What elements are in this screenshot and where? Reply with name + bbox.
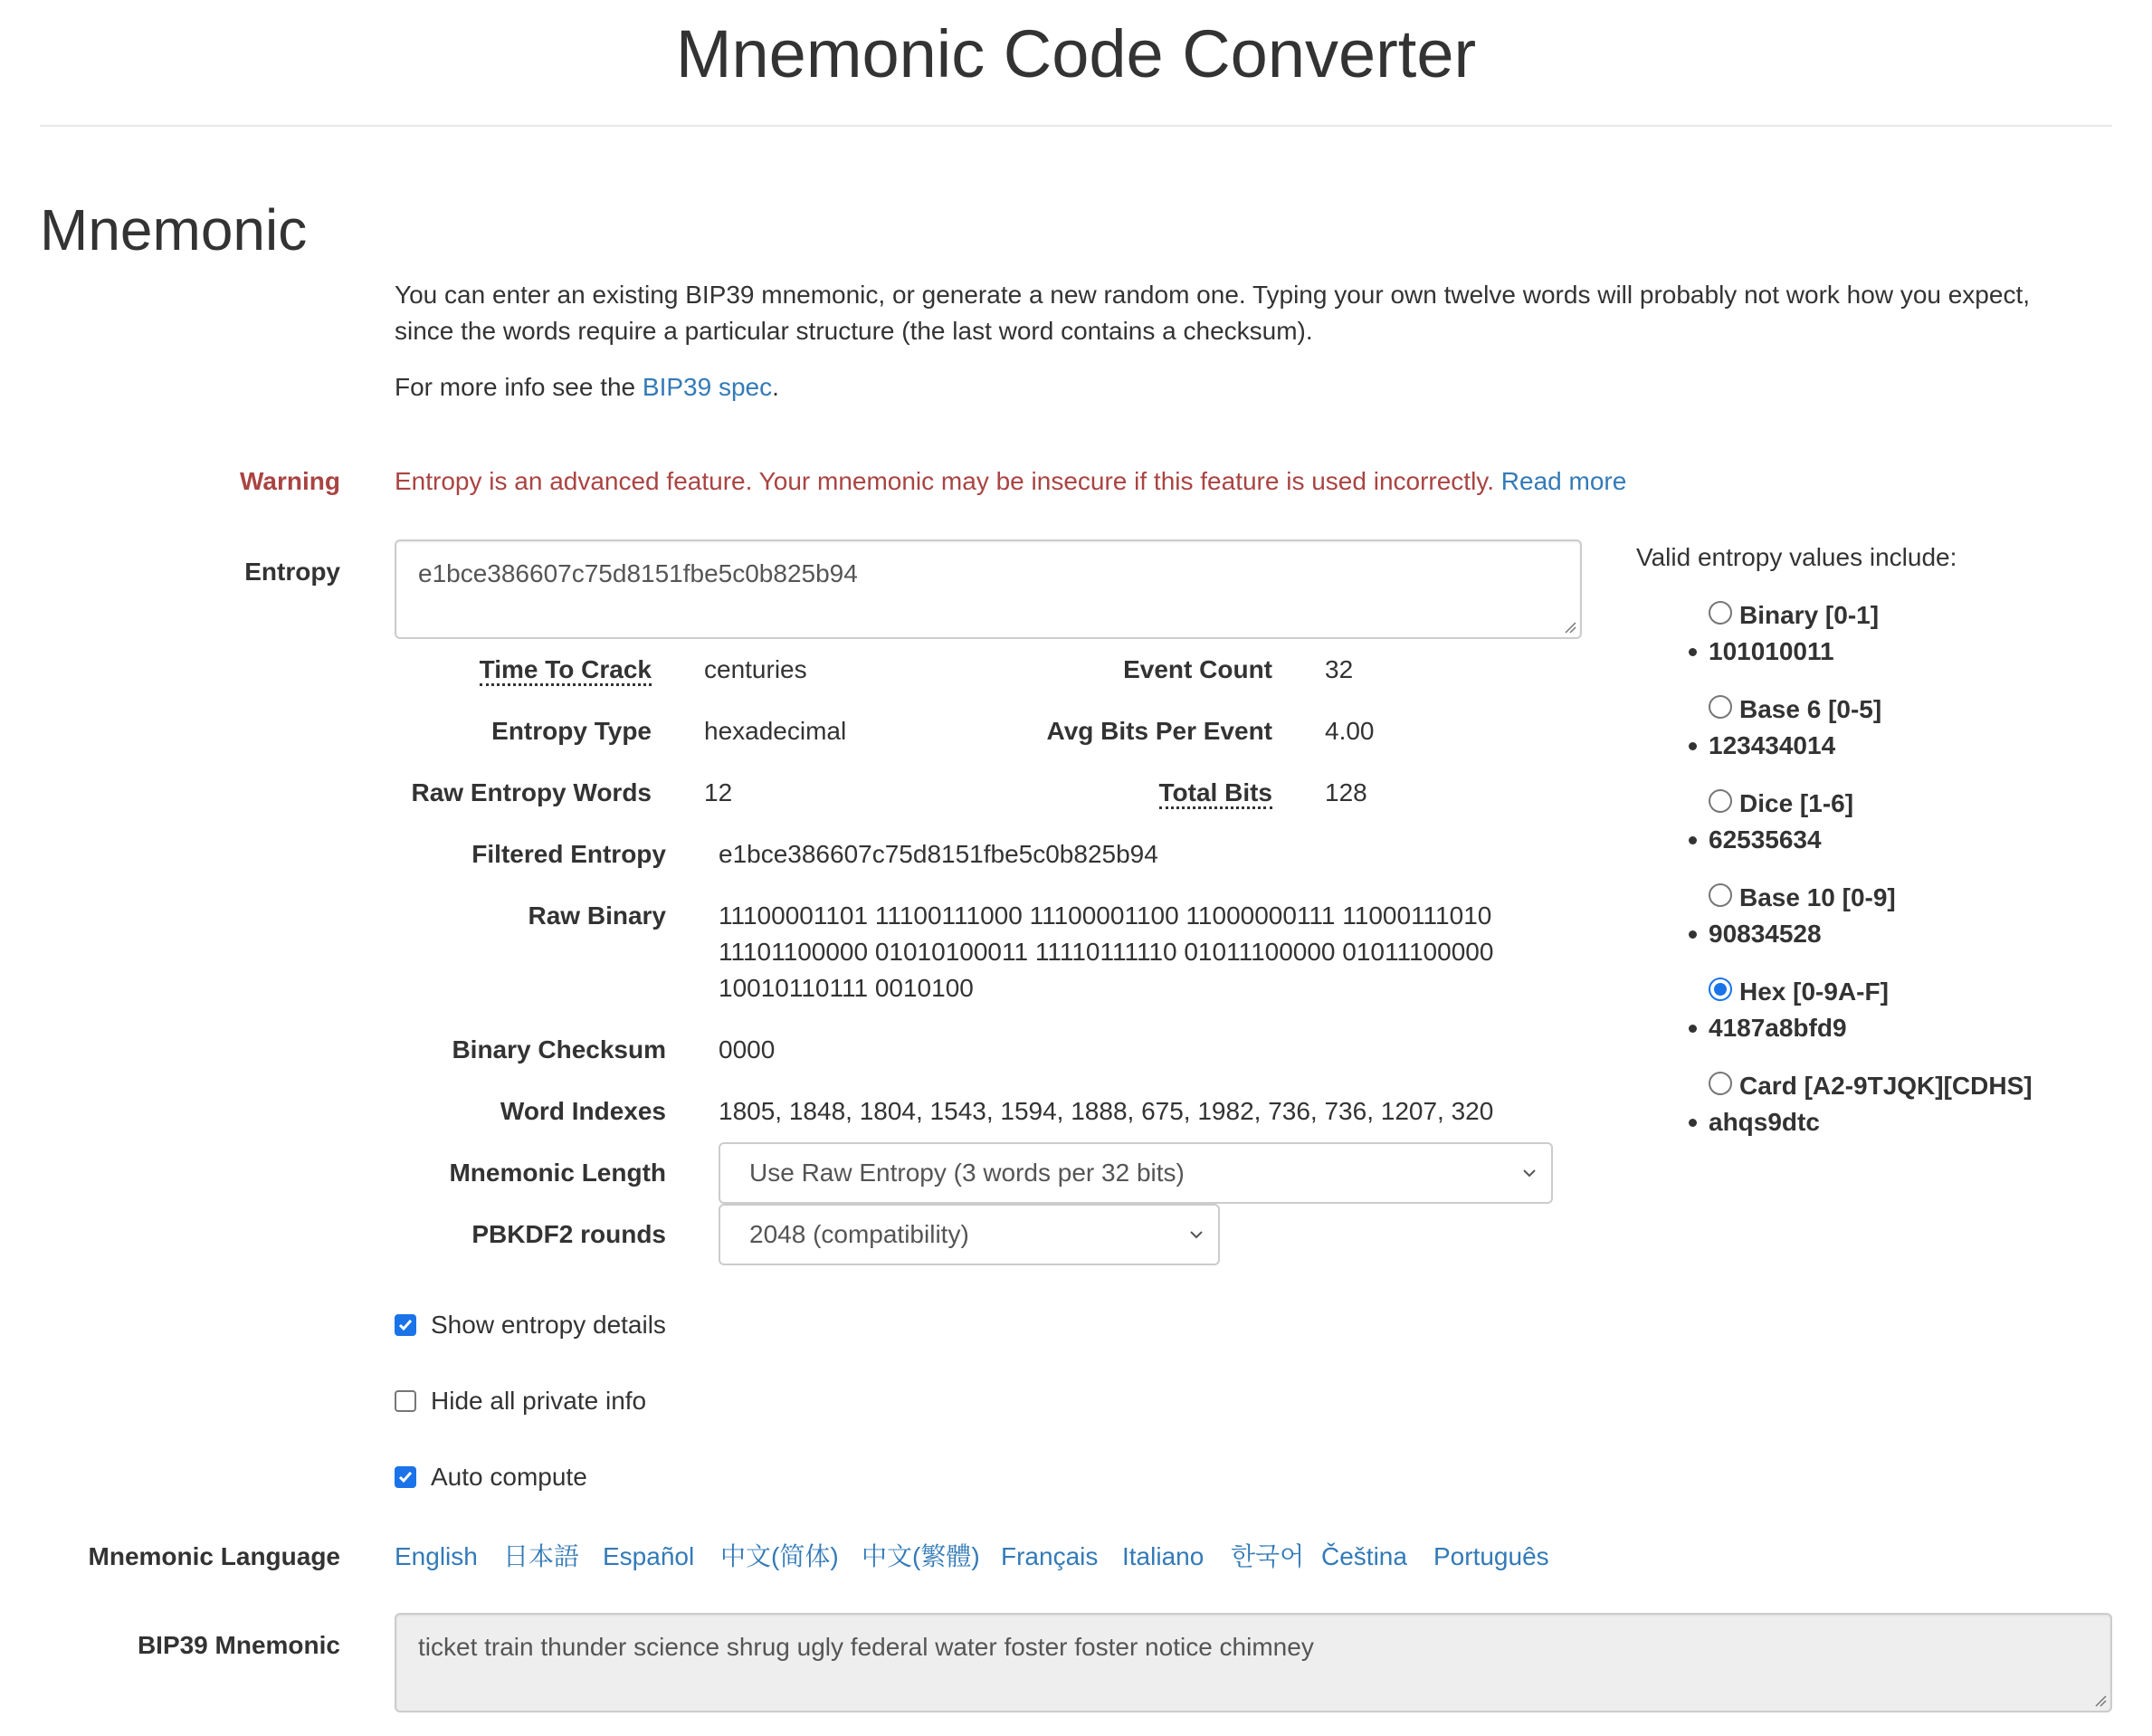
base10-example: 90834528 [1709, 920, 1822, 948]
total-bits-label[interactable]: Total Bits [1159, 775, 1272, 811]
language-italian-link[interactable]: Italiano [1122, 1542, 1205, 1570]
auto-compute-option[interactable] [395, 1459, 757, 1495]
radio-card-label[interactable]: Card [A2-9TJQK][CDHS] [1739, 1072, 2033, 1100]
resize-grip-icon[interactable] [2094, 1694, 2107, 1707]
entropy-input[interactable] [395, 539, 1582, 639]
language-spanish-link[interactable]: Español [603, 1542, 695, 1570]
event-count-value: 32 [1325, 655, 1354, 683]
total-bits-value: 128 [1325, 778, 1367, 806]
mnemonic-length-selected: Use Raw Entropy (3 words per 32 bits) [749, 1159, 1185, 1187]
mnemonic-section-title: Mnemonic [40, 197, 308, 262]
entropy-value: e1bce386607c75d8151fbe5c0b825b94 [418, 559, 858, 587]
auto-compute-label: Auto compute [431, 1463, 587, 1491]
binary-example: 101010011 [1709, 637, 1834, 665]
radio-hex[interactable] [1709, 978, 1732, 1001]
radio-base6-label[interactable]: Base 6 [0-5] [1739, 695, 1882, 723]
mnemonic-language-label: Mnemonic Language [88, 1542, 340, 1570]
warning-label: Warning [240, 467, 340, 495]
language-japanese-link[interactable]: 日本語 [503, 1542, 580, 1570]
chevron-down-icon [1187, 1226, 1205, 1244]
radio-dice-label[interactable]: Dice [1-6] [1739, 789, 1854, 817]
base6-example: 123434014 [1709, 731, 1836, 759]
bip39-mnemonic-label: BIP39 Mnemonic [137, 1631, 340, 1659]
radio-binary-label[interactable]: Binary [0-1] [1739, 601, 1880, 629]
avg-bits-value: 4.00 [1325, 717, 1375, 745]
entropy-type-label: Entropy Type [491, 717, 652, 745]
show-entropy-details-checkbox[interactable] [395, 1314, 416, 1336]
radio-dice[interactable] [1709, 789, 1732, 813]
header-divider [40, 125, 2112, 127]
radio-base10-label[interactable]: Base 10 [0-9] [1739, 883, 1896, 911]
warning-text [395, 463, 1626, 500]
list-bullet [1689, 648, 1697, 656]
raw-binary-line-3: 10010110111 0010100 [719, 974, 974, 1002]
list-bullet [1689, 1119, 1697, 1127]
entropy-label: Entropy [244, 558, 340, 586]
language-czech-link[interactable]: Čeština [1321, 1542, 1407, 1570]
raw-binary-line-2: 11101100000 01010100011 11110111110 01011100000 01011100000 [719, 938, 1494, 966]
language-chinese-simplified-link[interactable]: 中文(简体) [720, 1542, 839, 1570]
show-entropy-details-label: Show entropy details [431, 1311, 666, 1339]
filtered-entropy-value: e1bce386607c75d8151fbe5c0b825b94 [719, 840, 1158, 868]
auto-compute-checkbox[interactable] [395, 1466, 416, 1488]
list-bullet [1689, 1025, 1697, 1033]
raw-words-value: 12 [704, 778, 733, 806]
valid-entropy-title: Valid entropy values include: [1636, 543, 1957, 571]
avg-bits-label: Avg Bits Per Event [1046, 717, 1272, 745]
list-bullet [1689, 836, 1697, 844]
hide-private-info-option[interactable] [395, 1383, 757, 1419]
radio-card[interactable] [1709, 1072, 1732, 1095]
mnemonic-length-label: Mnemonic Length [449, 1159, 666, 1187]
radio-base10[interactable] [1709, 883, 1732, 907]
checkmark-icon [396, 1468, 414, 1486]
word-indexes-label: Word Indexes [500, 1097, 666, 1125]
time-to-crack-label[interactable]: Time To Crack [480, 652, 652, 688]
hide-private-info-label: Hide all private info [431, 1387, 647, 1415]
radio-base6[interactable] [1709, 695, 1732, 719]
raw-binary-label: Raw Binary [528, 901, 666, 930]
language-portuguese-link[interactable]: Português [1433, 1542, 1549, 1570]
entropy-type-value: hexadecimal [704, 717, 847, 745]
chevron-down-icon [1520, 1164, 1538, 1182]
warning-message: Entropy is an advanced feature. Your mnemonic may be insecure if this feature is used incorrectly. [395, 467, 1501, 495]
list-bullet [1689, 742, 1697, 750]
dice-example: 62535634 [1709, 825, 1822, 854]
intro-text: You can enter an existing BIP39 mnemonic, or generate a new random one. Typing your own twelve words will probably not work how you expect, since the words require a particular structure (the last word contains a checksum). [395, 281, 2031, 345]
radio-hex-label[interactable]: Hex [0-9A-F] [1739, 978, 1889, 1006]
hex-example: 4187a8bfd9 [1709, 1014, 1847, 1042]
pbkdf2-select[interactable] [719, 1204, 1220, 1265]
binary-checksum-value: 0000 [719, 1035, 776, 1064]
language-english-link[interactable]: English [395, 1542, 478, 1570]
bip39-mnemonic-value: ticket train thunder science shrug ugly federal water foster foster notice chimney [418, 1633, 1314, 1661]
raw-words-label: Raw Entropy Words [411, 778, 652, 806]
checkmark-icon [396, 1316, 414, 1334]
filtered-entropy-label: Filtered Entropy [471, 840, 666, 868]
language-chinese-traditional-link[interactable]: 中文(繁體) [862, 1542, 980, 1570]
binary-checksum-label: Binary Checksum [452, 1035, 666, 1064]
more-info-text [395, 369, 2096, 405]
bip39-spec-link[interactable]: BIP39 spec [642, 373, 773, 401]
card-example: ahqs9dtc [1709, 1108, 1820, 1136]
raw-binary-line-1: 11100001101 11100111000 11100001100 11000000111 11000111010 [719, 901, 1492, 930]
word-indexes-value: 1805, 1848, 1804, 1543, 1594, 1888, 675, 1982, 736, 736, 1207, 320 [719, 1097, 1494, 1125]
mnemonic-length-select[interactable] [719, 1142, 1553, 1204]
pbkdf2-label: PBKDF2 rounds [471, 1220, 666, 1248]
radio-binary[interactable] [1709, 601, 1732, 625]
show-entropy-details-option[interactable] [395, 1307, 757, 1343]
more-info-prefix: For more info see the [395, 373, 643, 401]
time-to-crack-value: centuries [704, 655, 807, 683]
read-more-link[interactable]: Read more [1500, 467, 1627, 495]
language-korean-link[interactable]: 한국어 [1231, 1542, 1305, 1570]
pbkdf2-selected: 2048 (compatibility) [749, 1220, 969, 1248]
list-bullet [1689, 930, 1697, 939]
more-info-suffix: . [772, 373, 779, 401]
hide-private-info-checkbox[interactable] [395, 1390, 416, 1412]
page-title: Mnemonic Code Converter [675, 16, 1477, 91]
bip39-mnemonic-output[interactable] [395, 1613, 2112, 1712]
resize-grip-icon[interactable] [1564, 621, 1576, 634]
event-count-label: Event Count [1123, 655, 1272, 683]
language-french-link[interactable]: Français [1001, 1542, 1099, 1570]
